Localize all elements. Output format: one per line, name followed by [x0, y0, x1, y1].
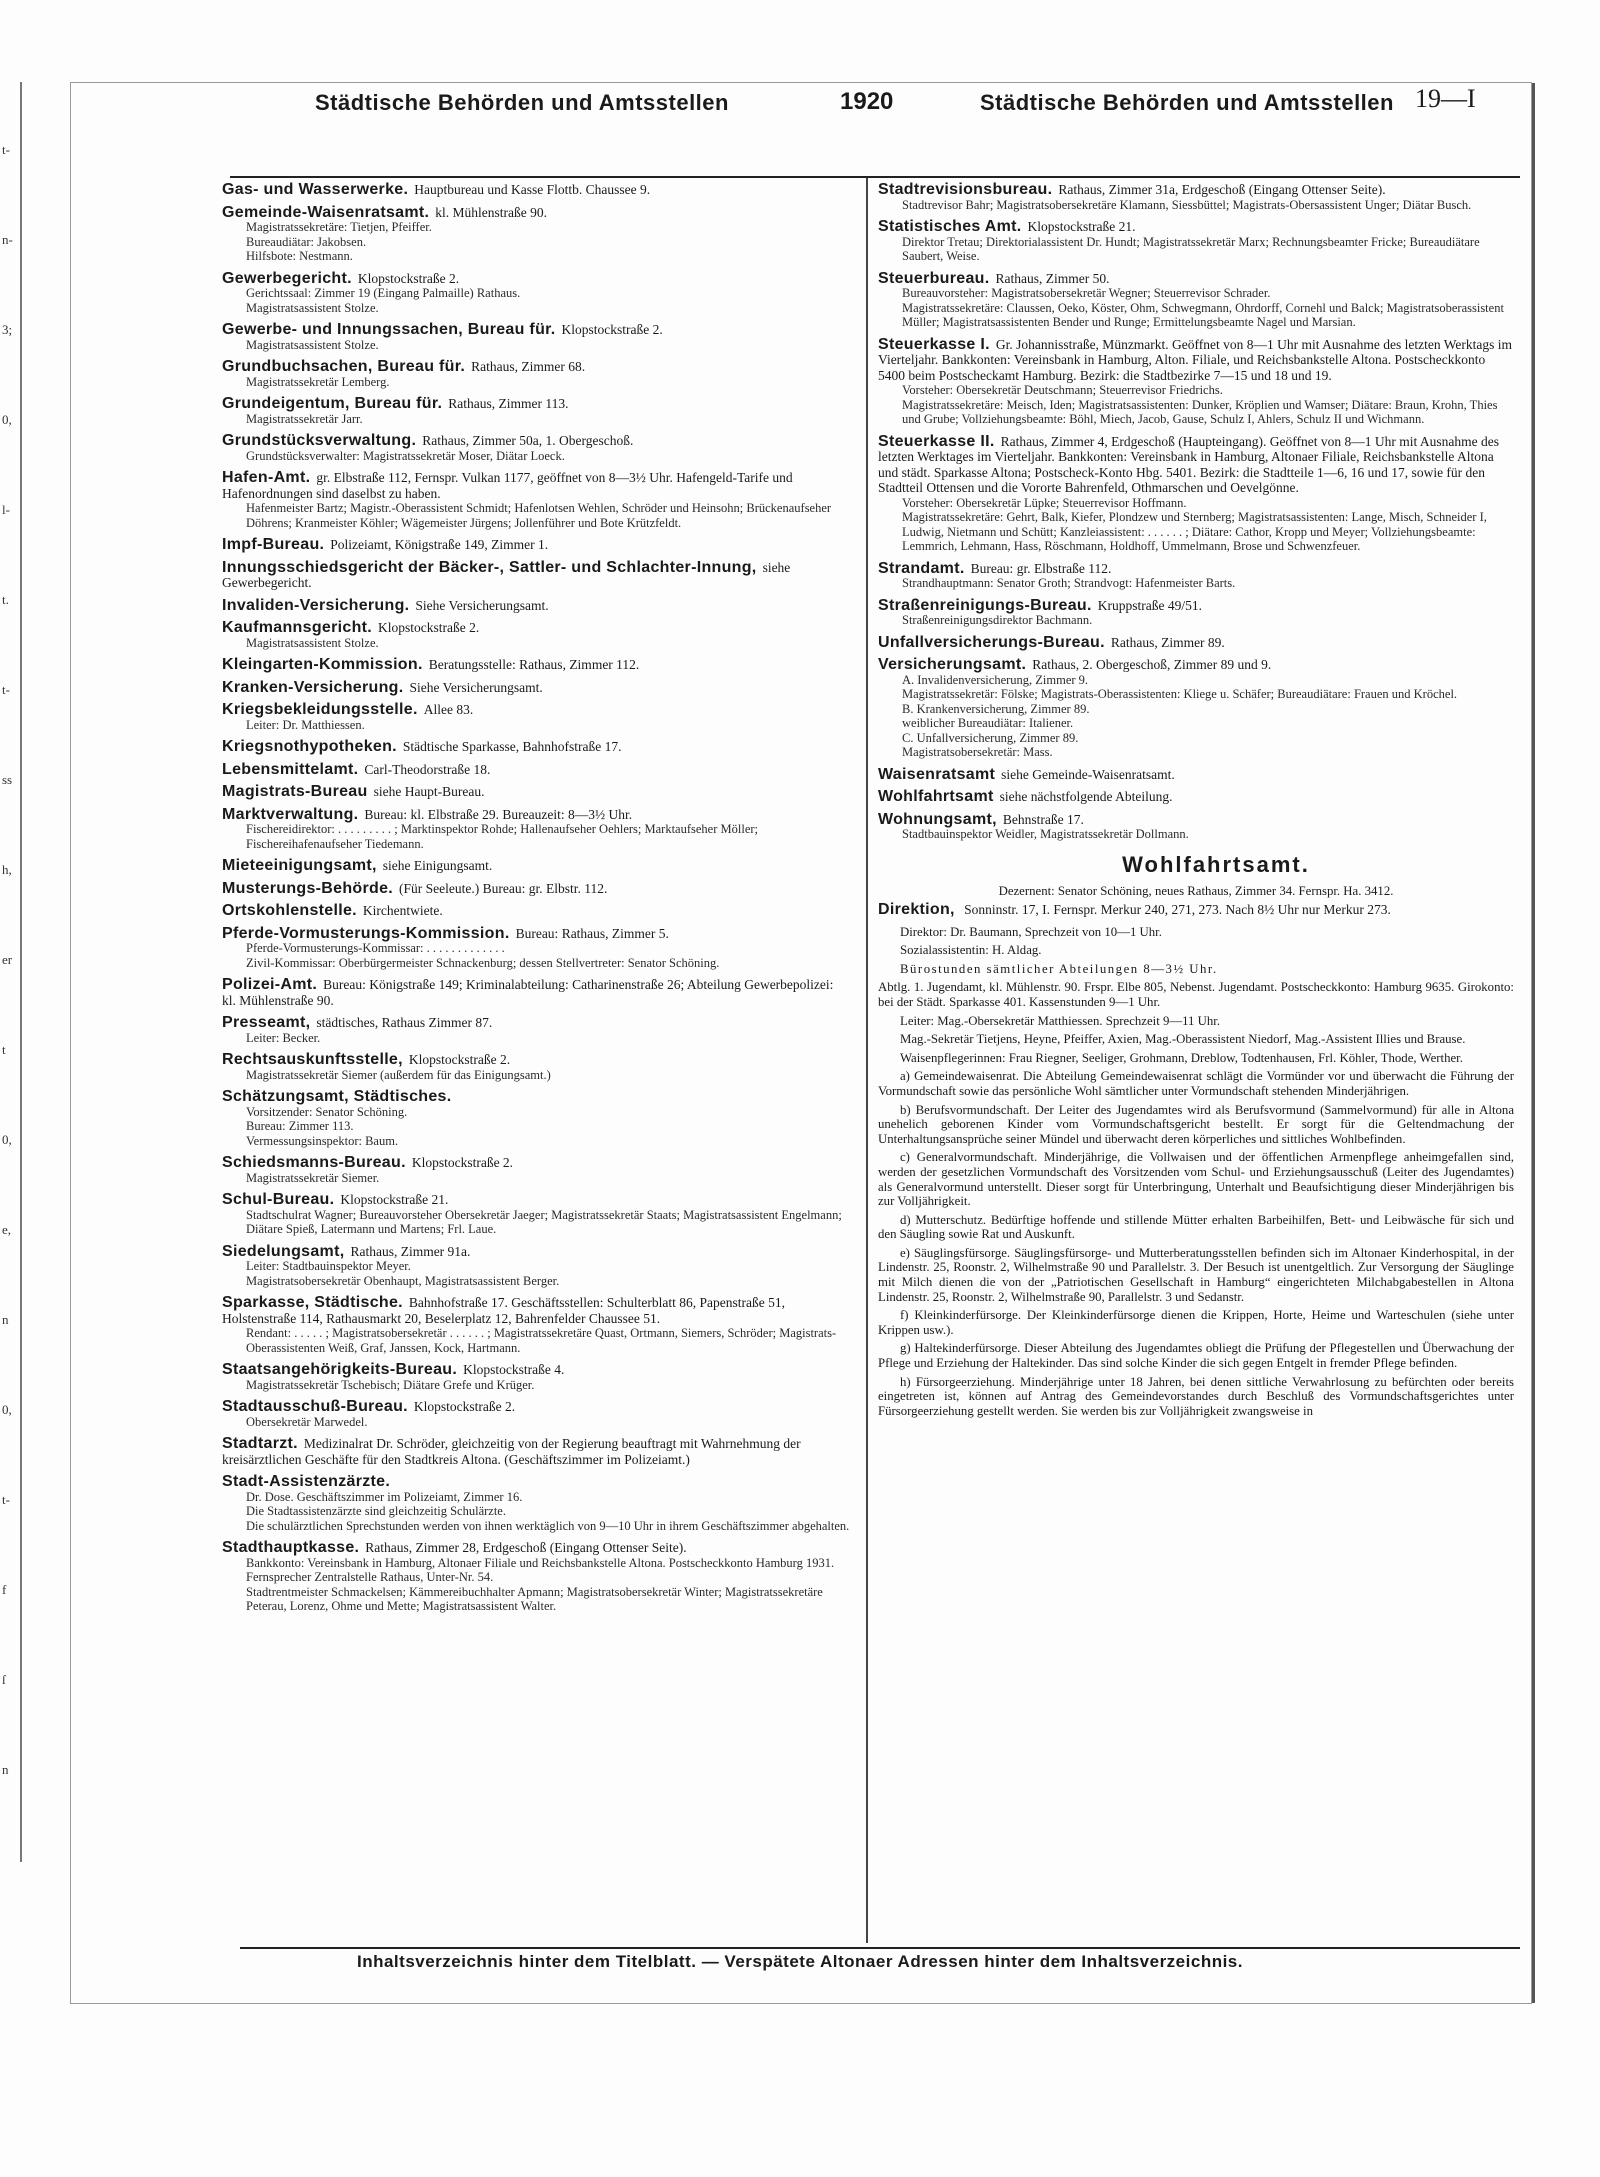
entry-name: Strandamt.	[878, 559, 965, 577]
entry-text: Hauptbureau und Kasse Flottb. Chaussee 9.	[414, 182, 651, 197]
edge-fragment: n	[2, 1312, 9, 1327]
entry-text: Klopstockstraße 21.	[1027, 219, 1136, 234]
entry-name: Siedelungsamt,	[222, 1242, 345, 1260]
entry-text: siehe Einigungsamt.	[382, 858, 493, 873]
entry-detail: Vermessungsinspektor: Baum.	[246, 1133, 399, 1148]
header-left-title: Städtische Behörden und Amtsstellen	[315, 90, 729, 115]
directory-entry	[222, 702, 850, 732]
directory-entry	[222, 271, 850, 316]
entry-detail: Straßenreinigungsdirektor Bachmann.	[902, 613, 1093, 627]
directory-entry	[222, 598, 850, 614]
entry-name: Sparkasse, Städtische.	[222, 1294, 403, 1311]
jugendamt-paragraph: h) Fürsorgeerziehung. Minderjährige unter 18 Jahren, bei denen sittliche Verwahrlosung zu befürchten oder bereits eingetreten ist, können auf Antrag des Gemeindevorstandes durch Beschluß des Vormundschaftsgerichtes unter Fürsorgeerziehung gestellt werden. Sie werden bis zur Volljährigkeit zwangsweise in	[878, 1374, 1514, 1418]
entry-detail: Magistratssekretär: Fölske; Magistrats-Oberassistenten: Kliege u. Schäfer; Bureaudiätare: Frauen und Kröchel.	[902, 687, 1458, 701]
wohlfahrt-direktor: Direktor: Dr. Baumann, Sprechzeit von 10—1 Uhr.	[900, 924, 1162, 939]
entry-detail: Magistratssekretär Siemer.	[246, 1170, 380, 1185]
footer-note: Inhaltsverzeichnis hinter dem Titelblatt. — Verspätete Altonaer Adressen hinter dem Inhaltsverzeichnis.	[356, 1952, 1243, 1971]
header-right-title: Städtische Behörden und Amtsstellen	[980, 90, 1394, 115]
entry-detail: Magistratsassistent Stolze.	[246, 300, 379, 315]
wohlfahrtsamt-section	[878, 852, 1514, 1419]
entry-detail: Bureau: Zimmer 113.	[246, 1119, 354, 1133]
entry-text: Bureau: gr. Elbstraße 112.	[970, 560, 1112, 576]
jugendamt-header: Abtlg. 1. Jugendamt, kl. Mühlenstr. 90. Frspr. Elbe 805, Nebenst. Jugendamt. Postscheckkonto: Hamburg 9635. Girokonto: bei der Städt. Sparkasse 401. Kassenstunden 9—1 Uhr.	[878, 980, 1514, 1009]
directory-entry	[222, 762, 850, 778]
directory-entry	[222, 1192, 850, 1237]
entry-name: Straßenreinigungs-Bureau.	[878, 596, 1092, 614]
directory-entry	[222, 657, 850, 673]
directory-entry	[222, 1399, 850, 1429]
right-column	[878, 182, 1514, 1422]
entry-name: Versicherungsamt.	[878, 656, 1027, 673]
directory-entry	[878, 767, 1514, 783]
jugendamt-staff: Mag.-Sekretär Tietjens, Heyne, Pfeiffer, Axien, Mag.-Oberassistent Niedorf, Mag.-Assistent Illies und Brause.	[900, 1032, 1466, 1047]
entry-text: siehe nächstfolgende Abteilung.	[999, 789, 1173, 804]
entry-name: Grundstücksverwaltung.	[222, 432, 417, 449]
directory-entry	[878, 561, 1514, 591]
entry-name: Schätzungsamt, Städtisches.	[222, 1088, 452, 1105]
directory-entry	[222, 784, 850, 800]
entry-text: Medizinalrat Dr. Schröder, gleichzeitig von der Regierung beauftragt mit Wahrnehmung der kreisärztlichen Geschäfte für den Stadtkreis Altona. (Geschäftszimmer im Polizeiamt.)	[222, 1436, 801, 1467]
entry-text: Behnstraße 17.	[1002, 811, 1084, 827]
entry-text: Kruppstraße 49/51.	[1097, 597, 1202, 613]
jugendamt-paragraph: g) Haltekinderfürsorge. Dieser Abteilung des Jugendamtes obliegt die Prüfung der Pflegestellen und Überwachung der Pflege und Erziehung der Haltekinder. Das sind solche Kinder die sich gegen Entgelt in fremder Pflege befinden.	[878, 1341, 1514, 1371]
directory-entry	[222, 1362, 850, 1392]
directory-entry	[222, 205, 850, 264]
entry-detail: Direktor Tretau; Direktorialassistent Dr. Hundt; Magistratssekretär Marx; Rechnungsbeamter Fricke; Bureaudiätare Saubert, Weise.	[902, 234, 1480, 263]
header-year: 1920	[840, 88, 894, 115]
entry-text: siehe Haupt-Bureau.	[373, 784, 485, 799]
edge-fragment: t-	[2, 142, 10, 157]
directory-entry	[878, 271, 1514, 330]
entry-detail: Vorsteher: Obersekretär Deutschmann; Steuerrevisor Friedrichs.	[902, 383, 1223, 397]
directory-entry	[222, 1244, 850, 1289]
entry-detail: Bureaudiätar: Jakobsen.	[246, 234, 367, 249]
entry-name: Wohlfahrtsamt	[878, 788, 994, 805]
entry-detail: Strandhauptmann: Senator Groth; Strandvogt: Hafenmeister Barts.	[902, 576, 1236, 590]
entry-name: Schiedsmanns-Bureau.	[222, 1154, 406, 1171]
entry-detail: Bureauvorsteher: Magistratsobersekretär Wegner; Steuerrevisor Schrader.	[902, 286, 1271, 300]
directory-entry	[222, 1052, 850, 1082]
entry-name: Staatsangehörigkeits-Bureau.	[222, 1361, 458, 1378]
entry-name: Stadt-Assistenzärzte.	[222, 1473, 391, 1490]
directory-entry	[222, 1474, 850, 1533]
adjacent-page-edge	[0, 82, 22, 1862]
entry-text: siehe Gemeinde-Waisenratsamt.	[1001, 766, 1175, 782]
directory-entry	[222, 1089, 850, 1148]
entry-detail: Magistratsassistent Stolze.	[246, 337, 379, 352]
entry-name: Presseamt,	[222, 1014, 311, 1031]
directory-entry	[878, 598, 1514, 628]
entry-name: Marktverwaltung.	[222, 805, 359, 823]
jugendamt-paragraph: e) Säuglingsfürsorge. Säuglingsfürsorge- und Mutterberatungsstellen befinden sich im Altonaer Kinderhospital, in der Lindenstr. 25, Roonstr. 2, Wilhelmstraße 90 und Parallelstr. 3. Der Besuch ist unentgeltlich. Zur Versorgung der Säuglinge mit Milch dienen die von der „Patriotischen Gesellschaft in Hamburg“ eingerichteten Milchabgabestellen in Altona Lindenstr. 25, Roonstr. 2, Wilhelmstraße 90, Parallelstr. 3 und Sedanstr.	[878, 1245, 1514, 1304]
edge-fragment: 0,	[2, 1132, 12, 1147]
entry-text: städtisches, Rathaus Zimmer 87.	[316, 1015, 493, 1030]
directory-entry	[878, 789, 1514, 805]
entry-detail: Magistratssekretär Tschebisch; Diätare Grefe und Krüger.	[246, 1377, 535, 1392]
directory-entry	[878, 812, 1514, 842]
jugendamt-waisenpflegerinnen: Waisenpflegerinnen: Frau Riegner, Seeliger, Grohmann, Dreblow, Todtenhausen, Frl. Köhler, Thode, Werther.	[900, 1050, 1463, 1065]
entry-text: Klopstockstraße 2.	[413, 1399, 516, 1414]
entry-detail: A. Invalidenversicherung, Zimmer 9.	[902, 672, 1089, 687]
edge-fragment: n	[2, 1762, 9, 1777]
entry-name: Kriegsnothypotheken.	[222, 738, 397, 755]
page-edge-shadow	[1532, 83, 1535, 2003]
directory-entry	[222, 903, 850, 919]
entry-text: Bureau: Königstraße 149; Kriminalabteilung: Catharinenstraße 26; Abteilung Gewerbepolizei: kl. Mühlenstraße 90.	[222, 977, 834, 1008]
entry-text: Klopstockstraße 2.	[408, 1052, 511, 1067]
column-divider	[866, 178, 868, 1943]
entry-detail: Bankkonto: Vereinsbank in Hamburg, Altonaer Filiale und Reichsbankstelle Altona. Postscheckkonto Hamburg 1931. Fernsprecher Zentralstelle Rathaus, Unter-Nr. 54.	[246, 1555, 835, 1584]
entry-detail: Dr. Dose. Geschäftszimmer im Polizeiamt, Zimmer 16.	[246, 1489, 523, 1504]
directory-entry	[222, 537, 850, 553]
entry-name: Impf-Bureau.	[222, 536, 325, 553]
jugendamt-paragraph: d) Mutterschutz. Bedürftige hoffende und stillende Mütter erhalten Barbeihilfen, Bett- und Leibwäsche für sich und den Säugling sowie Rat und Auskunft.	[878, 1212, 1514, 1242]
entry-text: Klopstockstraße 21.	[340, 1192, 449, 1207]
directory-entry	[222, 433, 850, 463]
entry-detail: Magistratssekretäre: Claussen, Oeko, Köster, Ohm, Schwegmann, Ohrdorff, Cornehl und Balck; Magistratsoberassistent Müller; Magistratsassistenten Bender und Runge; Ermittelungsbeamte Nagel und Marsian.	[902, 300, 1504, 329]
entry-detail: Gerichtssaal: Zimmer 19 (Eingang Palmaille) Rathaus.	[246, 286, 521, 300]
directory-entry	[222, 977, 850, 1008]
jugendamt-paragraph: f) Kleinkinderfürsorge. Der Kleinkinderfürsorge dienen die Krippen, Horte, Heime und Warteschulen (siehe unter Krippen usw.).	[878, 1308, 1514, 1337]
entry-name: Schul-Bureau.	[222, 1191, 335, 1208]
edge-fragment: t	[2, 1042, 6, 1057]
entry-text: Bahnhofstraße 17. Geschäftsstellen: Schulterblatt 86, Papenstraße 51, Holstenstraße 114, Rathausmarkt 20, Beselerplatz 12, Bahrenfelder Chaussee 51.	[222, 1295, 785, 1326]
directory-entry	[222, 739, 850, 755]
entry-text: Klopstockstraße 2.	[561, 322, 663, 337]
jugendamt-paragraph: a) Gemeindewaisenrat. Die Abteilung Gemeindewaisenrat schlägt die Vormünder vor und überwacht die Führung der Vormundschaft sowie das persönliche Wohl sämtlicher unter Vormundschaft stehenden Minderjährigen.	[878, 1069, 1514, 1098]
wohlfahrt-dezernent: Dezernent: Senator Schöning, neues Rathaus, Zimmer 34. Fernspr. Ha. 3412.	[998, 883, 1394, 898]
entry-text: Kirchentwiete.	[362, 903, 443, 918]
edge-fragment: t-	[2, 682, 10, 697]
directory-entry	[878, 434, 1514, 554]
directory-entry	[878, 182, 1514, 212]
directory-entry	[878, 337, 1514, 427]
entry-detail: weiblicher Bureaudiätar: Italiener.	[902, 716, 1074, 730]
directory-entry	[222, 1155, 850, 1185]
directory-entry	[878, 635, 1514, 651]
entry-name: Hafen-Amt.	[222, 469, 311, 486]
entry-name: Pferde-Vormusterungs-Kommission.	[222, 924, 510, 942]
entry-detail: Stadtbauinspektor Weidler, Magistratssekretär Dollmann.	[902, 827, 1189, 841]
entry-name: Ortskohlenstelle.	[222, 902, 357, 919]
entry-text: Rathaus, Zimmer 113.	[448, 396, 569, 411]
entry-name: Invaliden-Versicherung.	[222, 596, 410, 614]
entry-detail: Magistratsobersekretär: Mass.	[902, 745, 1053, 759]
entry-name: Stadtarzt.	[222, 1435, 298, 1452]
entry-text: Rathaus, Zimmer 91a.	[350, 1243, 471, 1259]
entry-text: Rathaus, Zimmer 89.	[1110, 634, 1225, 650]
entry-name: Stadtausschuß-Bureau.	[222, 1398, 408, 1415]
edge-fragment: h,	[2, 862, 12, 877]
directory-entry	[222, 858, 850, 874]
entry-name: Steuerkasse I.	[878, 335, 990, 353]
jugendamt-paragraph: b) Berufsvormundschaft. Der Leiter des Jugendamtes wird als Berufsvormund (Sammelvormund) für alle in Altona unehelich geborenen Kinder vom Vormundschaftsgericht bestellt. Er sorgt für die Geltendmachung der Unterhaltungsansprüche seiner Mündel und überwacht deren körperliches und sittliches Wohlbefinden.	[878, 1102, 1514, 1146]
entry-name: Mieteeinigungsamt,	[222, 857, 377, 874]
directory-entry	[878, 657, 1514, 760]
entry-name: Gewerbegericht.	[222, 269, 352, 287]
entry-detail: Rendant: . . . . . ; Magistratsobersekretär . . . . . . ; Magistratssekretäre Quast, Ortmann, Siemers, Schröder; Magistrats-Oberassistenten Weiß, Graf, Janssen, Kock, Hartmann.	[246, 1326, 837, 1355]
entry-name: Gemeinde-Waisenratsamt.	[222, 203, 430, 221]
directory-entry	[222, 807, 850, 852]
entry-detail: Obersekretär Marwedel.	[246, 1414, 368, 1429]
section-title-wohlfahrtsamt: Wohlfahrtsamt.	[1122, 851, 1310, 877]
edge-fragment: l-	[2, 502, 10, 517]
entry-name: Lebensmittelamt.	[222, 760, 359, 778]
entry-name: Musterungs-Behörde.	[222, 879, 394, 897]
entry-text: Städtische Sparkasse, Bahnhofstraße 17.	[402, 739, 622, 754]
entry-direktion	[878, 902, 1514, 918]
entry-text: Rathaus, Zimmer 31a, Erdgeschoß (Eingang Ottenser Seite).	[1058, 182, 1386, 197]
entry-text: Bureau: kl. Elbstraße 29. Bureauzeit: 8—3½ Uhr.	[364, 806, 633, 822]
entry-detail: Magistratssekretäre: Meisch, Iden; Magistratsassistenten: Dunker, Kröplien und Wamser; Diätare: Braun, Krohn, Thies und Grube; Vollziehungsbeamte: Böhl, Miech, Jacob, Gause, Schulz I, Ahlers, Schulz II und Wichmann.	[902, 397, 1498, 426]
entry-detail: Magistratssekretäre: Tietjen, Pfeiffer.	[246, 220, 432, 234]
directory-entry	[222, 359, 850, 389]
entry-text: gr. Elbstraße 112, Fernspr. Vulkan 1177, geöffnet von 8—3½ Uhr. Hafengeld-Tarife und Hafenordnungen sind daselbst zu haben.	[222, 470, 793, 501]
entry-text: Klopstockstraße 2.	[378, 620, 480, 635]
entry-detail: Vorsitzender: Senator Schöning.	[246, 1104, 408, 1119]
entry-detail: Zivil-Kommissar: Oberbürgermeister Schnackenburg; dessen Stellvertreter: Senator Schöning.	[246, 955, 720, 970]
wohlfahrt-buerostunden: Bürostunden sämtlicher Abteilungen 8—3½ Uhr.	[900, 961, 1218, 976]
entry-detail: Magistratssekretäre: Gehrt, Balk, Kiefer, Plondzew und Sternberg; Magistratsassistenten: Lange, Misch, Schneider I, Ludwig, Nietmann und Schütt; Kanzleiassistent: . . . . . . ; Diätare: Cathor, Kropp und Meyer; Vollziehungsbeamte: Lemmrich, Lehmann, Hass, Röschmann, Holdhoff, Ummelmann, Brose und Schwenzfeuer.	[902, 510, 1487, 553]
directory-entry	[222, 881, 850, 897]
entry-name: Gewerbe- und Innungssachen, Bureau für.	[222, 321, 556, 338]
entry-name: Steuerkasse II.	[878, 432, 995, 450]
directory-entry	[222, 1540, 850, 1614]
entry-text: Siehe Versicherungsamt.	[409, 679, 543, 695]
entry-name: Steuerbureau.	[878, 269, 990, 287]
entry-name: Direktion,	[878, 901, 955, 919]
edge-fragment: ss	[2, 772, 13, 787]
directory-entry	[222, 680, 850, 696]
entry-detail: Pferde-Vormusterungs-Kommissar: . . . . . . . . . . . . .	[246, 941, 505, 955]
directory-entry	[222, 560, 850, 591]
entry-text: Carl-Theodorstraße 18.	[364, 761, 491, 777]
edge-fragment: 0,	[2, 1402, 12, 1417]
entry-detail: Leiter: Becker.	[246, 1030, 321, 1045]
entry-detail: Magistratsassistent Stolze.	[246, 635, 379, 650]
directory-entry	[222, 1295, 850, 1355]
entry-detail: Fischereidirektor: . . . . . . . . . ; Marktinspektor Rohde; Hallenaufseher Oehlers; Marktaufseher Möller; Fischereihafenaufseher Tiedemann.	[246, 822, 759, 851]
entry-text: Gr. Johannisstraße, Münzmarkt. Geöffnet von 8—1 Uhr mit Ausnahme des letzten Werktags im Vierteljahr. Bankkonten: Vereinsbank in Hamburg, Alton. Filiale, und Reichsbankstelle Altona. Postscheckkonto 5400 beim Postscheckamt Hamburg. Bezirk: die Stadtbezirke 7—15 und 18 und 19.	[878, 336, 1513, 383]
entry-detail: Stadtrevisor Bahr; Magistratsobersekretäre Klamann, Siessbüttel; Magistrats-Obersassistent Unger; Diätar Busch.	[902, 197, 1472, 212]
edge-fragment: t.	[2, 592, 9, 607]
directory-entry	[878, 219, 1514, 264]
entry-detail: Grundstücksverwalter: Magistratssekretär Moser, Diätar Loeck.	[246, 448, 565, 463]
entry-name: Stadtrevisionsbureau.	[878, 181, 1053, 198]
entry-text: Klopstockstraße 2.	[411, 1155, 514, 1170]
directory-entry	[222, 322, 850, 352]
jugendamt-leiter: Leiter: Mag.-Obersekretär Matthiessen. Sprechzeit 9—11 Uhr.	[900, 1013, 1221, 1028]
entry-name: Gas- und Wasserwerke.	[222, 181, 409, 198]
entry-text: Rathaus, Zimmer 50a, 1. Obergeschoß.	[422, 433, 634, 448]
entry-name: Polizei-Amt.	[222, 976, 318, 993]
entry-name: Stadthauptkasse.	[222, 1539, 360, 1556]
entry-detail: Magistratsobersekretär Obenhaupt, Magistratsassistent Berger.	[246, 1273, 560, 1288]
entry-detail: Stadtschulrat Wagner; Bureauvorsteher Obersekretär Jaeger; Magistratssekretär Staats; Magistratsassistent Engelmann; Diätare Spieß, Latermann und Martens; Frl. Laue.	[246, 1207, 842, 1236]
directory-entry	[222, 470, 850, 530]
entry-text: Rathaus, Zimmer 4, Erdgeschoß (Haupteingang). Geöffnet von 8—1 Uhr mit Ausnahme des letzten Werktages im Vierteljahr. Bankkonten: Vereinsbank in Hamburg, Altonaer Filiale, Reichsbankstelle Altona und städt. Sparkasse Altona; Postscheck-Konto Hbg. 5401. Bezirk: die Stadtteile 1—6, 16 und 17, sowie für den Stadtteil Ottensen und die Vororte Bahrenfeld, Othmarschen und Oevelgönne.	[878, 433, 1499, 495]
entry-name: Kriegsbekleidungsstelle.	[222, 701, 418, 718]
directory-entry	[222, 926, 850, 971]
entry-text: Klopstockstraße 2.	[357, 270, 460, 286]
entry-text: Rathaus, 2. Obergeschoß, Zimmer 89 und 9.	[1032, 657, 1272, 672]
entry-detail: Magistratssekretär Jarr.	[246, 411, 363, 426]
entry-detail: Magistratssekretär Siemer (außerdem für das Einigungsamt.)	[246, 1067, 551, 1082]
directory-entry	[222, 620, 850, 650]
entry-text: Klopstockstraße 4.	[463, 1362, 565, 1377]
entry-detail: Hilfsbote: Nestmann.	[246, 249, 353, 263]
edge-fragment: 0,	[2, 412, 12, 427]
entry-text: Beratungsstelle: Rathaus, Zimmer 112.	[428, 657, 640, 672]
edge-fragment: t-	[2, 1492, 10, 1507]
edge-fragment: f	[2, 1582, 7, 1597]
entry-name: Grundeigentum, Bureau für.	[222, 395, 443, 412]
entry-name: Waisenratsamt	[878, 765, 996, 783]
entry-name: Wohnungsamt,	[878, 810, 997, 828]
jugendamt-paragraphs	[878, 1069, 1514, 1418]
entry-name: Innungsschiedsgericht der Bäcker-, Sattler- und Schlachter-Innung,	[222, 558, 757, 576]
entry-detail: B. Krankenversicherung, Zimmer 89.	[902, 701, 1090, 716]
entry-text: Bureau: Rathaus, Zimmer 5.	[515, 925, 669, 941]
entry-text: Siehe Versicherungsamt.	[415, 597, 549, 613]
entry-detail: Vorsteher: Obersekretär Lüpke; Steuerrevisor Hoffmann.	[902, 495, 1187, 510]
footer-rule	[240, 1947, 1520, 1949]
entry-name: Statistisches Amt.	[878, 218, 1022, 235]
left-column	[222, 182, 850, 1621]
directory-entry	[222, 1015, 850, 1045]
edge-fragment: ſ	[2, 1672, 6, 1687]
entry-text: Allee 83.	[423, 702, 474, 717]
entry-detail: Stadtrentmeister Schmackelsen; Kämmereibuchhalter Apmann; Magistratsobersekretär Winter; Magistratssekretäre Peterau, Lorenz, Ohme und Mette; Magistratsassistent Walter.	[246, 1584, 823, 1613]
entry-name: Magistrats-Bureau	[222, 783, 368, 800]
wohlfahrt-sozial: Sozialassistentin: H. Aldag.	[900, 943, 1042, 958]
edge-fragment: e,	[2, 1222, 12, 1237]
entry-text: Rathaus, Zimmer 68.	[471, 359, 586, 374]
entry-name: Kranken-Versicherung.	[222, 678, 404, 696]
entry-text: Rathaus, Zimmer 50.	[995, 270, 1110, 286]
edge-fragment: n-	[2, 232, 13, 247]
entry-detail: Die schulärztlichen Sprechstunden werden von ihnen werktäglich von 9—10 Uhr in ihrem Geschäftszimmer abgehalten.	[246, 1518, 850, 1533]
entry-text: (Für Seeleute.) Bureau: gr. Elbstr. 112.	[399, 880, 608, 896]
directory-entry	[222, 182, 850, 198]
right-column-entries	[878, 182, 1514, 842]
directory-entry	[222, 1436, 850, 1467]
entry-text: Sonninstr. 17, I. Fernspr. Merkur 240, 271, 273. Nach 8½ Uhr nur Merkur 273.	[964, 902, 1391, 918]
entry-detail: Leiter: Stadtbauinspektor Meyer.	[246, 1259, 411, 1273]
edge-fragment: 3;	[2, 322, 13, 337]
entry-name: Unfallversicherungs-Bureau.	[878, 633, 1105, 651]
entry-text: Rathaus, Zimmer 28, Erdgeschoß (Eingang Ottenser Seite).	[365, 1540, 687, 1555]
entry-detail: C. Unfallversicherung, Zimmer 89.	[902, 730, 1079, 745]
entry-detail: Hafenmeister Bartz; Magistr.-Oberassistent Schmidt; Hafenlotsen Wehlen, Schröder und Heinsohn; Brückenaufseher Döhrens; Kranmeister Köhler; Wägemeister Jürgens; Jollenführer und Bote Krützfeldt.	[246, 501, 832, 530]
jugendamt-paragraph: c) Generalvormundschaft. Minderjährige, die Vollwaisen und der öffentlichen Armenpflege anheimgefallen sind, werden der gesetzlichen Vormundschaft des Vorsitzenden vom Schul- und Erziehungsausschuß (Leiter des Jugendamtes) als Generalvormund unterstellt. Dieser sorgt für Unterbringung, Unterhalt und Beaufsichtigung dieser Minderjährigen bis zur Volljährigkeit.	[878, 1150, 1514, 1209]
entry-name: Kaufmannsgericht.	[222, 619, 373, 636]
directory-entry	[222, 396, 850, 426]
entry-text: Polizeiamt, Königstraße 149, Zimmer 1.	[330, 537, 549, 552]
entry-name: Rechtsauskunftsstelle,	[222, 1051, 403, 1068]
entry-text: siehe Gewerbegericht.	[222, 559, 791, 590]
header-rule	[230, 176, 1520, 178]
entry-name: Kleingarten-Kommission.	[222, 656, 423, 673]
entry-name: Grundbuchsachen, Bureau für.	[222, 358, 466, 375]
entry-detail: Leiter: Dr. Matthiessen.	[246, 717, 365, 732]
running-header	[70, 82, 1530, 122]
entry-text: kl. Mühlenstraße 90.	[435, 204, 547, 220]
page-number: 19—I	[1415, 84, 1476, 113]
entry-detail: Die Stadtassistenzärzte sind gleichzeitig Schulärzte.	[246, 1504, 506, 1518]
entry-detail: Magistratssekretär Lemberg.	[246, 374, 390, 389]
edge-fragment: er	[2, 952, 13, 967]
